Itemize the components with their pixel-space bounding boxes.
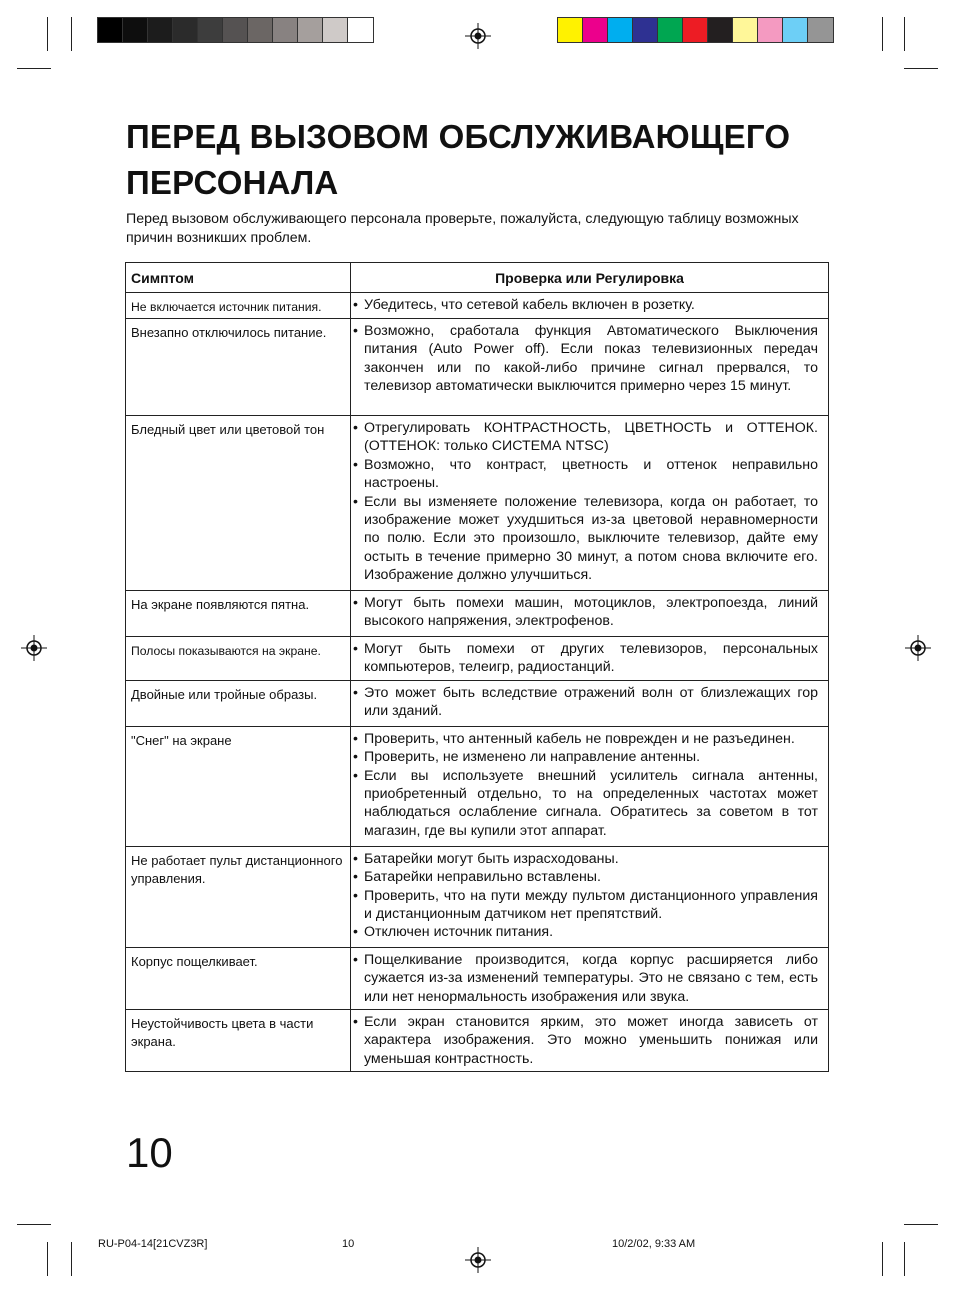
table-row	[126, 726, 829, 846]
check-item: • Проверить, что антенный кабель не поврежден и не разъединен.	[353, 730, 818, 748]
registration-mark-icon	[465, 1247, 491, 1273]
color-swatch	[683, 18, 708, 42]
page-title: ПЕРЕД ВЫЗОВОМ ОБСЛУЖИВАЮЩЕГО ПЕРСОНАЛА	[126, 118, 791, 201]
color-swatch	[148, 18, 173, 42]
color-swatch	[733, 18, 758, 42]
table-row	[126, 846, 829, 947]
color-swatch	[298, 18, 323, 42]
table-row	[126, 293, 829, 319]
color-swatch	[248, 18, 273, 42]
check-item: • Пощелкивание производится, когда корпус расширяется либо сужается из-за изменений температуры. Это не связано с тем, есть или нет ненормальность изображения или звука.	[353, 951, 818, 1006]
crop-mark	[17, 1224, 51, 1225]
check-item: • Могут быть помехи от других телевизоров, персональных компьютеров, телеигр, радиостанций.	[353, 640, 818, 677]
check-item: • Если вы используете внешний усилитель сигнала антенны, приобретенный отдельно, то на определенных частотах может наблюдаться ослабление сигнала. Обратитесь за советом в тот магазин, где вы купили этот аппарат.	[353, 767, 818, 841]
check-item: • Отрегулировать КОНТРАСТНОСТЬ, ЦВЕТНОСТЬ и ОТТЕНОК. (ОТТЕНОК: только СИСТЕМА NTSC)	[353, 419, 818, 456]
color-swatch	[98, 18, 123, 42]
color-swatch	[633, 18, 658, 42]
crop-mark	[47, 17, 48, 51]
check-item: • Если экран становится ярким, это может иногда зависеть от характера изображения. Это можно уменьшить понижая или уменьшая контрастность.	[353, 1013, 818, 1068]
check-list	[353, 296, 818, 314]
color-swatch	[323, 18, 348, 42]
check-item: • Проверить, не изменено ли направление антенны.	[353, 748, 818, 766]
color-swatch	[273, 18, 298, 42]
check-list	[353, 684, 818, 721]
check-item: • Возможно, что контраст, цветность и оттенок неправильно настроены.	[353, 456, 818, 493]
color-swatch	[658, 18, 683, 42]
footer-page: 10	[342, 1238, 355, 1250]
check-item: • Убедитесь, что сетевой кабель включен в розетку.	[353, 296, 818, 314]
check-cell	[351, 947, 829, 1009]
registration-mark-icon	[905, 635, 931, 661]
check-cell	[351, 846, 829, 947]
troubleshooting-table	[125, 262, 829, 1072]
page-number: 10	[126, 1129, 173, 1176]
table-header-row	[126, 263, 829, 293]
color-swatch	[608, 18, 633, 42]
table-row	[126, 319, 829, 416]
check-cell	[351, 591, 829, 637]
check-list	[353, 730, 818, 840]
table-row	[126, 416, 829, 591]
check-item: • Если вы изменяете положение телевизора, когда он работает, то изображение может ухудшиться из-за цветовой неравномерности по полю. Если это произошло, выключите телевизор, дайте ему остыть в течение примерно 30 минут, а потом снова включите его. Изображение должно улучшиться.	[353, 493, 818, 585]
table-row	[126, 591, 829, 637]
check-cell	[351, 637, 829, 681]
table-row	[126, 947, 829, 1009]
registration-mark-icon	[465, 23, 491, 49]
footer-file-id: RU-P04-14[21CVZ3R]	[98, 1238, 208, 1250]
color-swatch	[708, 18, 733, 42]
symptom-cell: Внезапно отключилось питание.	[126, 319, 351, 416]
check-cell	[351, 293, 829, 319]
check-item: • Батарейки неправильно вставлены.	[353, 868, 818, 886]
check-item: • Могут быть помехи машин, мотоциклов, электропоезда, линий высокого напряжения, электрофенов.	[353, 594, 818, 631]
crop-mark	[904, 1242, 905, 1276]
check-item: • Отключен источник питания.	[353, 923, 818, 941]
color-swatch	[808, 18, 833, 42]
header-symptom: Симптом	[126, 263, 351, 293]
crop-mark	[904, 17, 905, 51]
symptom-cell: Двойные или тройные образы.	[126, 680, 351, 726]
process-color-bar	[557, 17, 834, 43]
check-cell	[351, 319, 829, 416]
check-list	[353, 594, 818, 631]
color-swatch	[223, 18, 248, 42]
grayscale-color-bar	[97, 17, 374, 43]
symptom-cell: Бледный цвет или цветовой тон	[126, 416, 351, 591]
symptom-cell: Полосы показываются на экране.	[126, 637, 351, 681]
symptom-cell: Корпус пощелкивает.	[126, 947, 351, 1009]
check-item: • Батарейки могут быть израсходованы.	[353, 850, 818, 868]
check-list	[353, 322, 818, 396]
check-cell	[351, 1010, 829, 1072]
symptom-cell: Не включается источник питания.	[126, 293, 351, 319]
crop-mark	[904, 1224, 938, 1225]
check-list	[353, 1013, 818, 1068]
check-item: • Проверить, что на пути между пультом дистанционного управления и дистанционным датчиком нет препятствий.	[353, 887, 818, 924]
symptom-cell: "Снег" на экране	[126, 726, 351, 846]
color-swatch	[173, 18, 198, 42]
crop-mark	[904, 68, 938, 69]
color-swatch	[123, 18, 148, 42]
footer-timestamp: 10/2/02, 9:33 AM	[612, 1238, 696, 1250]
intro-paragraph: Перед вызовом обслуживающего персонала проверьте, пожалуйста, следующую таблицу возможных причин возникших проблем.	[126, 211, 799, 246]
check-cell	[351, 726, 829, 846]
symptom-cell: Неустойчивость цвета в части экрана.	[126, 1010, 351, 1072]
registration-mark-icon	[21, 635, 47, 661]
symptom-cell: Не работает пульт дистанционного управления.	[126, 846, 351, 947]
table-row	[126, 637, 829, 681]
color-swatch	[198, 18, 223, 42]
crop-mark	[17, 68, 51, 69]
check-item: • Это может быть вследствие отражений волн от близлежащих гор или зданий.	[353, 684, 818, 721]
crop-mark	[882, 1242, 883, 1276]
header-check: Проверка или Регулировка	[351, 263, 829, 293]
symptom-cell: На экране появляются пятна.	[126, 591, 351, 637]
table-row	[126, 680, 829, 726]
check-list	[353, 951, 818, 1006]
color-swatch	[558, 18, 583, 42]
check-item: • Возможно, сработала функция Автоматического Выключения питания (Auto Power off). Если показ телевизионных передач закончен или по какой-либо причине сигнал прервался, то телевизор автоматически выключится примерно через 15 минут.	[353, 322, 818, 396]
check-cell	[351, 416, 829, 591]
color-swatch	[583, 18, 608, 42]
table-row	[126, 1010, 829, 1072]
check-cell	[351, 680, 829, 726]
check-list	[353, 419, 818, 585]
crop-mark	[71, 17, 72, 51]
check-list	[353, 850, 818, 942]
crop-mark	[71, 1242, 72, 1276]
crop-mark	[47, 1242, 48, 1276]
color-swatch	[348, 18, 373, 42]
crop-mark	[882, 17, 883, 51]
check-list	[353, 640, 818, 677]
color-swatch	[783, 18, 808, 42]
color-swatch	[758, 18, 783, 42]
